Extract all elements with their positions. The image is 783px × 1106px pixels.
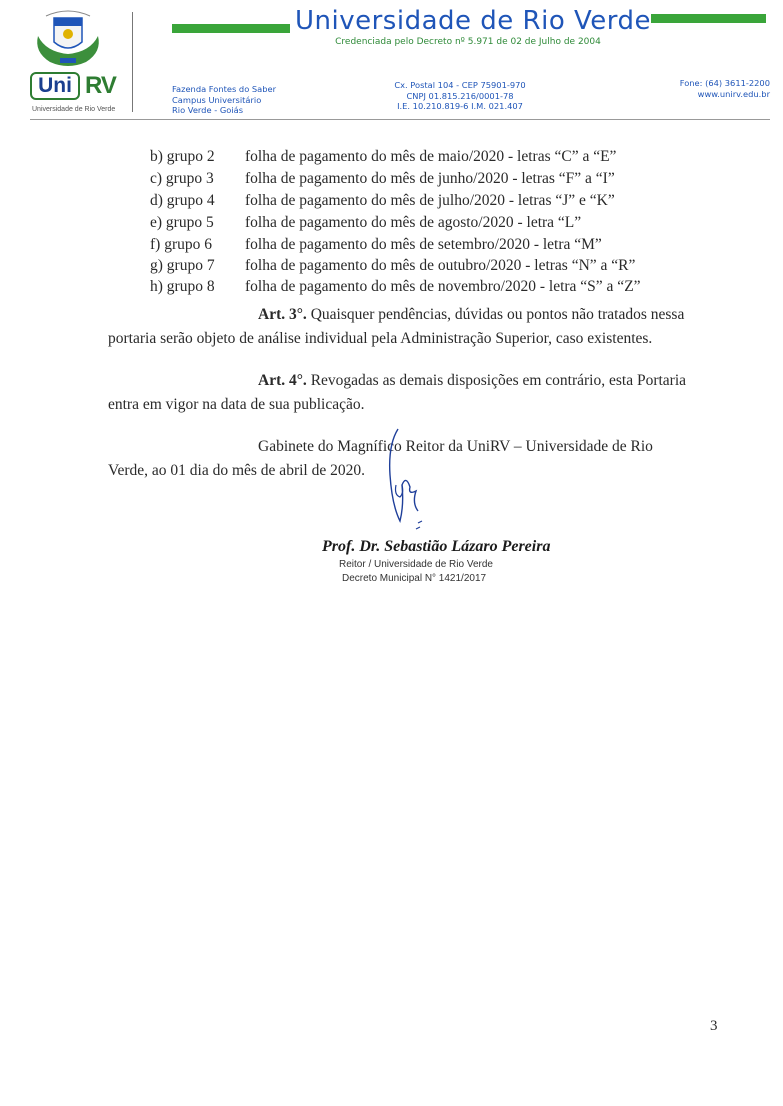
unirv-logo xyxy=(30,72,128,102)
address-left xyxy=(172,84,276,116)
address-mid xyxy=(390,80,530,112)
list-item xyxy=(150,214,581,232)
group-label: d) grupo 4 xyxy=(150,192,215,209)
article-3-line1: Quaisquer pendências, dúvidas ou pontos não tratados nessa xyxy=(310,306,685,323)
group-label: h) grupo 8 xyxy=(150,278,215,295)
article-3-line2: portaria serão objeto de análise individual pela Administração Superior, caso existentes. xyxy=(108,330,653,347)
address-mid-line: Cx. Postal 104 - CEP 75901-970 xyxy=(394,80,526,90)
logo-uni-text: Uni xyxy=(30,72,80,100)
header-green-bar-left xyxy=(172,24,290,33)
group-text: folha de pagamento do mês de maio/2020 - letras “C” a “E” xyxy=(245,148,617,165)
list-item xyxy=(150,236,602,254)
group-label: b) grupo 2 xyxy=(150,148,215,165)
header-green-bar-right xyxy=(651,14,766,23)
phone-number: Fone: (64) 3611-2200 xyxy=(679,78,770,88)
address-left-line: Fazenda Fontes do Saber xyxy=(172,84,277,94)
article-3 xyxy=(108,306,718,348)
article-4-label: Art. 4°. xyxy=(258,372,307,389)
address-mid-line: CNPJ 01.815.216/0001-78 xyxy=(406,90,514,101)
header-rule xyxy=(30,119,770,120)
logo-rv-text: RV xyxy=(85,72,116,99)
group-label: e) grupo 5 xyxy=(150,214,214,231)
group-label: c) grupo 3 xyxy=(150,170,214,187)
article-3-label: Art. 3°. xyxy=(258,306,307,323)
group-text: folha de pagamento do mês de agosto/2020 - letra “L” xyxy=(245,214,582,231)
address-left-line: Campus Universitário xyxy=(172,94,262,105)
list-item xyxy=(150,278,641,296)
list-item xyxy=(150,170,615,188)
list-item xyxy=(150,148,616,166)
logo-subtitle: Universidade de Rio Verde xyxy=(32,106,116,113)
page-number: 3 xyxy=(710,1018,718,1034)
list-item xyxy=(150,192,615,210)
closing-line1: Gabinete do Magnífico Reitor da UniRV – Universidade de Rio xyxy=(258,438,653,455)
university-credential: Credenciada pelo Decreto nº 5.971 de 02 de Julho de 2004 xyxy=(335,37,601,47)
handwritten-signature xyxy=(360,425,440,545)
signatory-name: Prof. Dr. Sebastião Lázaro Pereira xyxy=(322,538,551,555)
signatory-title: Reitor / Universidade de Rio Verde xyxy=(339,559,493,570)
signatory-decree: Decreto Municipal N° 1421/2017 xyxy=(342,573,487,584)
article-4-line1: Revogadas as demais disposições em contrário, esta Portaria xyxy=(310,372,687,389)
group-label: g) grupo 7 xyxy=(150,257,215,274)
address-mid-line: I.E. 10.210.819-6 I.M. 021.407 xyxy=(397,101,523,111)
university-crest-logo xyxy=(30,8,106,70)
group-label: f) grupo 6 xyxy=(150,236,212,253)
university-title: Universidade de Rio Verde xyxy=(295,6,651,36)
closing-line2: Verde, ao 01 dia do mês de abril de 2020. xyxy=(108,462,365,479)
header-divider xyxy=(132,12,133,112)
article-4 xyxy=(108,372,718,414)
address-left-line: Rio Verde - Goiás xyxy=(172,105,244,115)
group-text: folha de pagamento do mês de outubro/2020 - letras “N” a “R” xyxy=(245,257,636,274)
group-text: folha de pagamento do mês de junho/2020 - letras “F” a “I” xyxy=(245,170,615,187)
group-text: folha de pagamento do mês de julho/2020 - letras “J” e “K” xyxy=(245,192,615,209)
group-text: folha de pagamento do mês de setembro/2020 - letra “M” xyxy=(245,236,602,253)
group-text: folha de pagamento do mês de novembro/2020 - letra “S” a “Z” xyxy=(245,278,641,295)
article-4-line2: entra em vigor na data de sua publicação. xyxy=(108,396,365,413)
address-right xyxy=(640,78,770,99)
website-link[interactable]: www.unirv.edu.br xyxy=(697,88,770,99)
list-item xyxy=(150,257,635,275)
